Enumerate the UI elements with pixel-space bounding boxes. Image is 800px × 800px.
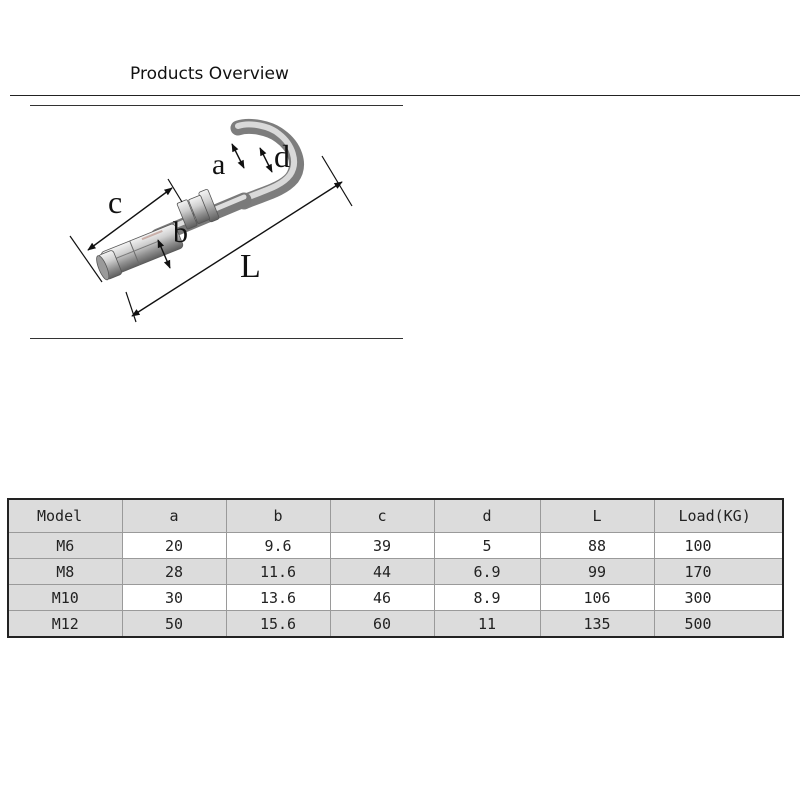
table-cell: 46 — [330, 585, 434, 611]
table-cell: 8.9 — [434, 585, 540, 611]
table-cell: 50 — [122, 611, 226, 638]
header-cell-d: d — [434, 499, 540, 533]
hook-bolt-image — [94, 124, 326, 281]
header-cell-model: Model — [8, 499, 122, 533]
table-cell: M10 — [8, 585, 122, 611]
table-cell: 5 — [434, 533, 540, 559]
table-header-row — [8, 499, 783, 533]
dimension-label-a: a — [212, 148, 226, 181]
table-cell: 13.6 — [226, 585, 330, 611]
dimension-d — [260, 148, 272, 172]
dimension-label-b: b — [173, 216, 188, 249]
header-cell-L: L — [540, 499, 654, 533]
table-row — [8, 611, 783, 638]
specification-table — [7, 498, 784, 638]
table-cell: 88 — [540, 533, 654, 559]
table-cell: 11 — [434, 611, 540, 638]
table-cell: M6 — [8, 533, 122, 559]
dimension-label-L: L — [240, 248, 261, 285]
table-cell: 9.6 — [226, 533, 330, 559]
table-cell: 28 — [122, 559, 226, 585]
page-title: Products Overview — [130, 64, 289, 84]
table-cell: 135 — [540, 611, 654, 638]
table-cell: 39 — [330, 533, 434, 559]
header-cell-a: a — [122, 499, 226, 533]
table-cell: 20 — [122, 533, 226, 559]
dimension-a — [232, 144, 244, 168]
table-cell: 500 — [654, 611, 783, 638]
table-cell: 60 — [330, 611, 434, 638]
figure-bottom-divider — [30, 338, 403, 339]
table-cell: 6.9 — [434, 559, 540, 585]
table-cell: 15.6 — [226, 611, 330, 638]
product-diagram — [30, 106, 403, 338]
table-cell: M12 — [8, 611, 122, 638]
table-row — [8, 585, 783, 611]
table-cell: 99 — [540, 559, 654, 585]
table-cell: 11.6 — [226, 559, 330, 585]
header-cell-c: c — [330, 499, 434, 533]
dimension-label-c: c — [108, 184, 123, 220]
table-cell: 106 — [540, 585, 654, 611]
table-row — [8, 533, 783, 559]
table-cell: 170 — [654, 559, 783, 585]
table-cell: 30 — [122, 585, 226, 611]
dimension-label-d: d — [274, 138, 290, 174]
table-cell: 100 — [654, 533, 783, 559]
table-cell: M8 — [8, 559, 122, 585]
table-cell: 44 — [330, 559, 434, 585]
table-cell: 300 — [654, 585, 783, 611]
header-cell-b: b — [226, 499, 330, 533]
title-divider — [10, 95, 800, 96]
table-row — [8, 559, 783, 585]
header-cell-load: Load(KG) — [654, 499, 783, 533]
